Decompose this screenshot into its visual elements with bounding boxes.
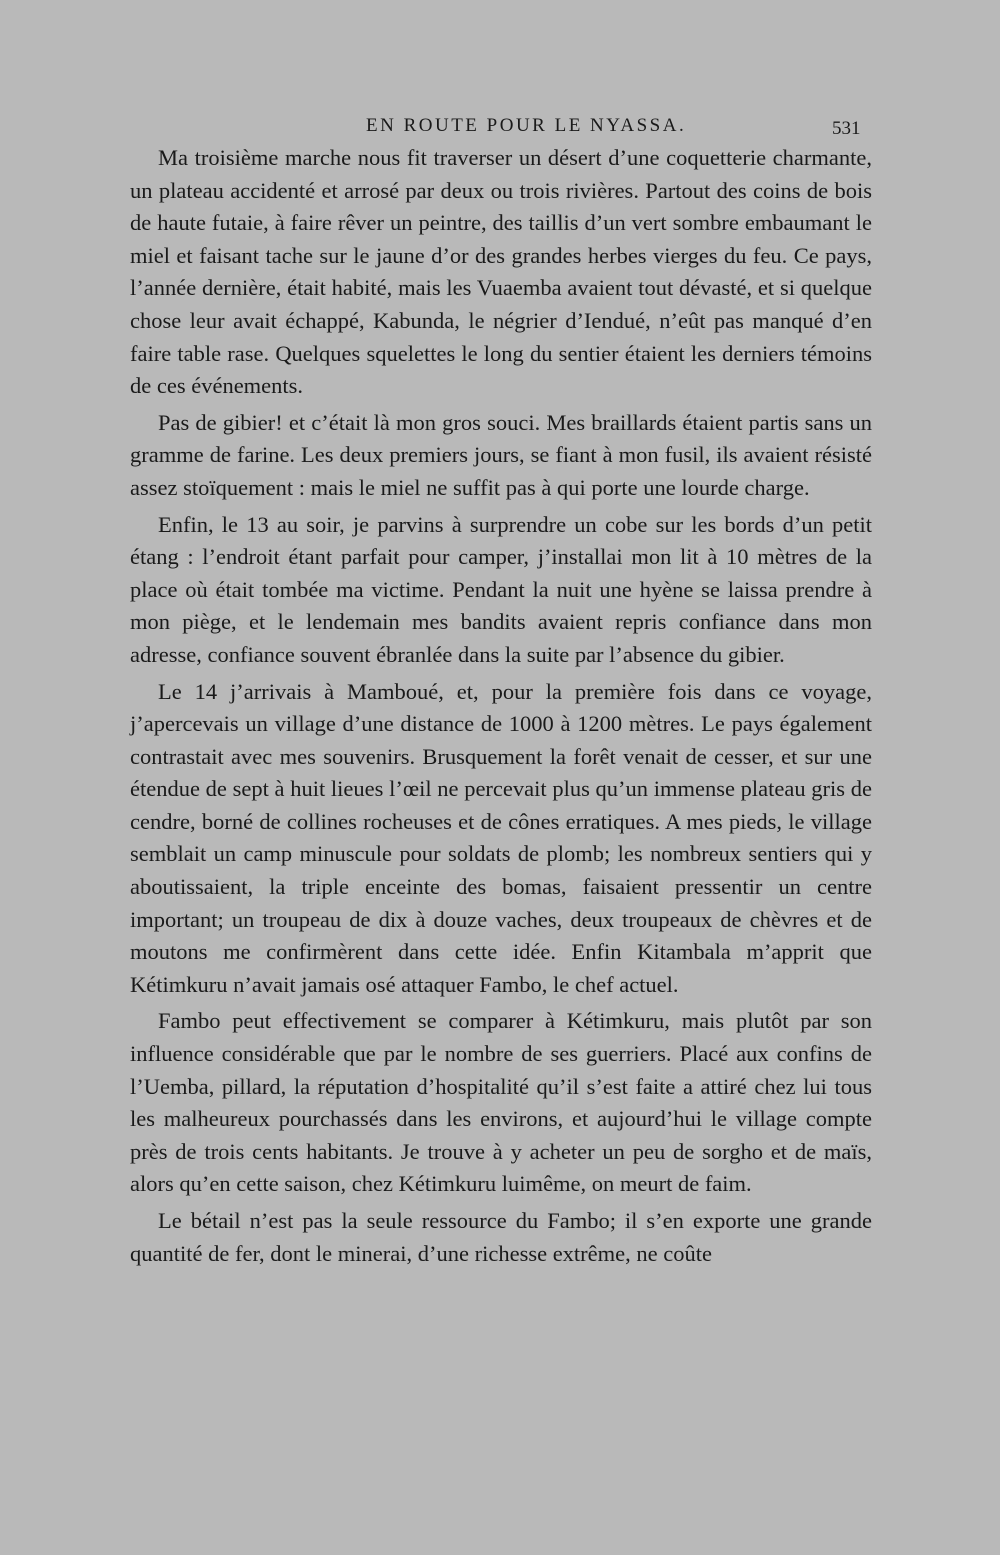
- paragraph: Le bétail n’est pas la seule ressource du Fambo; il s’en exporte une grande quantité de fer, dont le minerai, d’une richesse extrême, ne coûte: [130, 1208, 872, 1266]
- paragraph: Le 14 j’arrivais à Mamboué, et, pour la première fois dans ce voyage, j’apercevais un village d’une distance de 1000 à 1200 mètres. Le pays également contrastait avec mes souvenirs. Brusquement la forêt venait de cesser, et sur une étendue de sept à huit lieues l’œil ne percevait plus qu’un immense plateau gris de cendre, borné de collines rocheuses et de cônes erratiques. A mes pieds, le village semblait un camp minuscule pour soldats de plomb; les nombreux sentiers qui y aboutissaient, la triple enceinte des bomas, faisaient pressentir un centre important; un troupeau de dix à douze vaches, deux troupeaux de chèvres et de moutons me confirmèrent dans cette idée. Enfin Kitambala m’apprit que Kétimkuru n’avait jamais osé attaquer Fambo, le chef actuel.: [130, 678, 872, 997]
- paragraph: Ma troisième marche nous fit traverser un désert d’une coquetterie charmante, un plateau accidenté et arrosé par deux ou trois rivières. Partout des coins de bois de haute futaie, à faire rêver un peintre, des taillis d’un vert sombre embaumant le miel et faisant tache sur le jaune d’or des grandes herbes vierges du feu. Ce pays, l’année dernière, était habité, mais les Vuaemba avaient tout dévasté, et si quelque chose leur avait échappé, Kabunda, le négrier d’Iendué, n’eût pas manqué d’en faire table rase. Quelques squelettes le long du sentier étaient les derniers témoins de ces événements.: [130, 145, 872, 399]
- paragraph: Pas de gibier! et c’était là mon gros souci. Mes braillards étaient partis sans un gramme de farine. Les deux premiers jours, se fiant à mon fusil, ils avaient résisté assez stoïquement : mais le miel ne suffit pas à qui porte une lourde charge.: [130, 409, 872, 500]
- paragraph: Enfin, le 13 au soir, je parvins à surprendre un cobe sur les bords d’un petit étang : l’endroit étant parfait pour camper, j’installai mon lit à 10 mètres de la place où était tombée ma victime. Pendant la nuit une hyène se laissa prendre à mon piège, et le lendemain mes bandits avaient repris confiance dans mon adresse, confiance souvent ébranlée dans la suite par l’absence du gibier.: [130, 511, 872, 667]
- page-number: 531: [832, 118, 861, 139]
- header-title: EN ROUTE POUR LE NYASSA.: [366, 115, 687, 136]
- paragraph: Fambo peut effectivement se comparer à Kétimkuru, mais plutôt par son influence considérable que par le nombre de ses guerriers. Placé aux confins de l’Uemba, pillard, la réputation d’hospitalité qu’il s’est faite a attiré chez lui tous les malheureux pourchassés dans les environs, et aujourd’hui le village compte près de trois cents habitants. Je trouve à y acheter un peu de sorgho et de maïs, alors qu’en cette saison, chez Kétimkuru luimême, on meurt de faim.: [130, 1008, 872, 1197]
- running-header: [0, 112, 1000, 142]
- body-text: [130, 142, 872, 1274]
